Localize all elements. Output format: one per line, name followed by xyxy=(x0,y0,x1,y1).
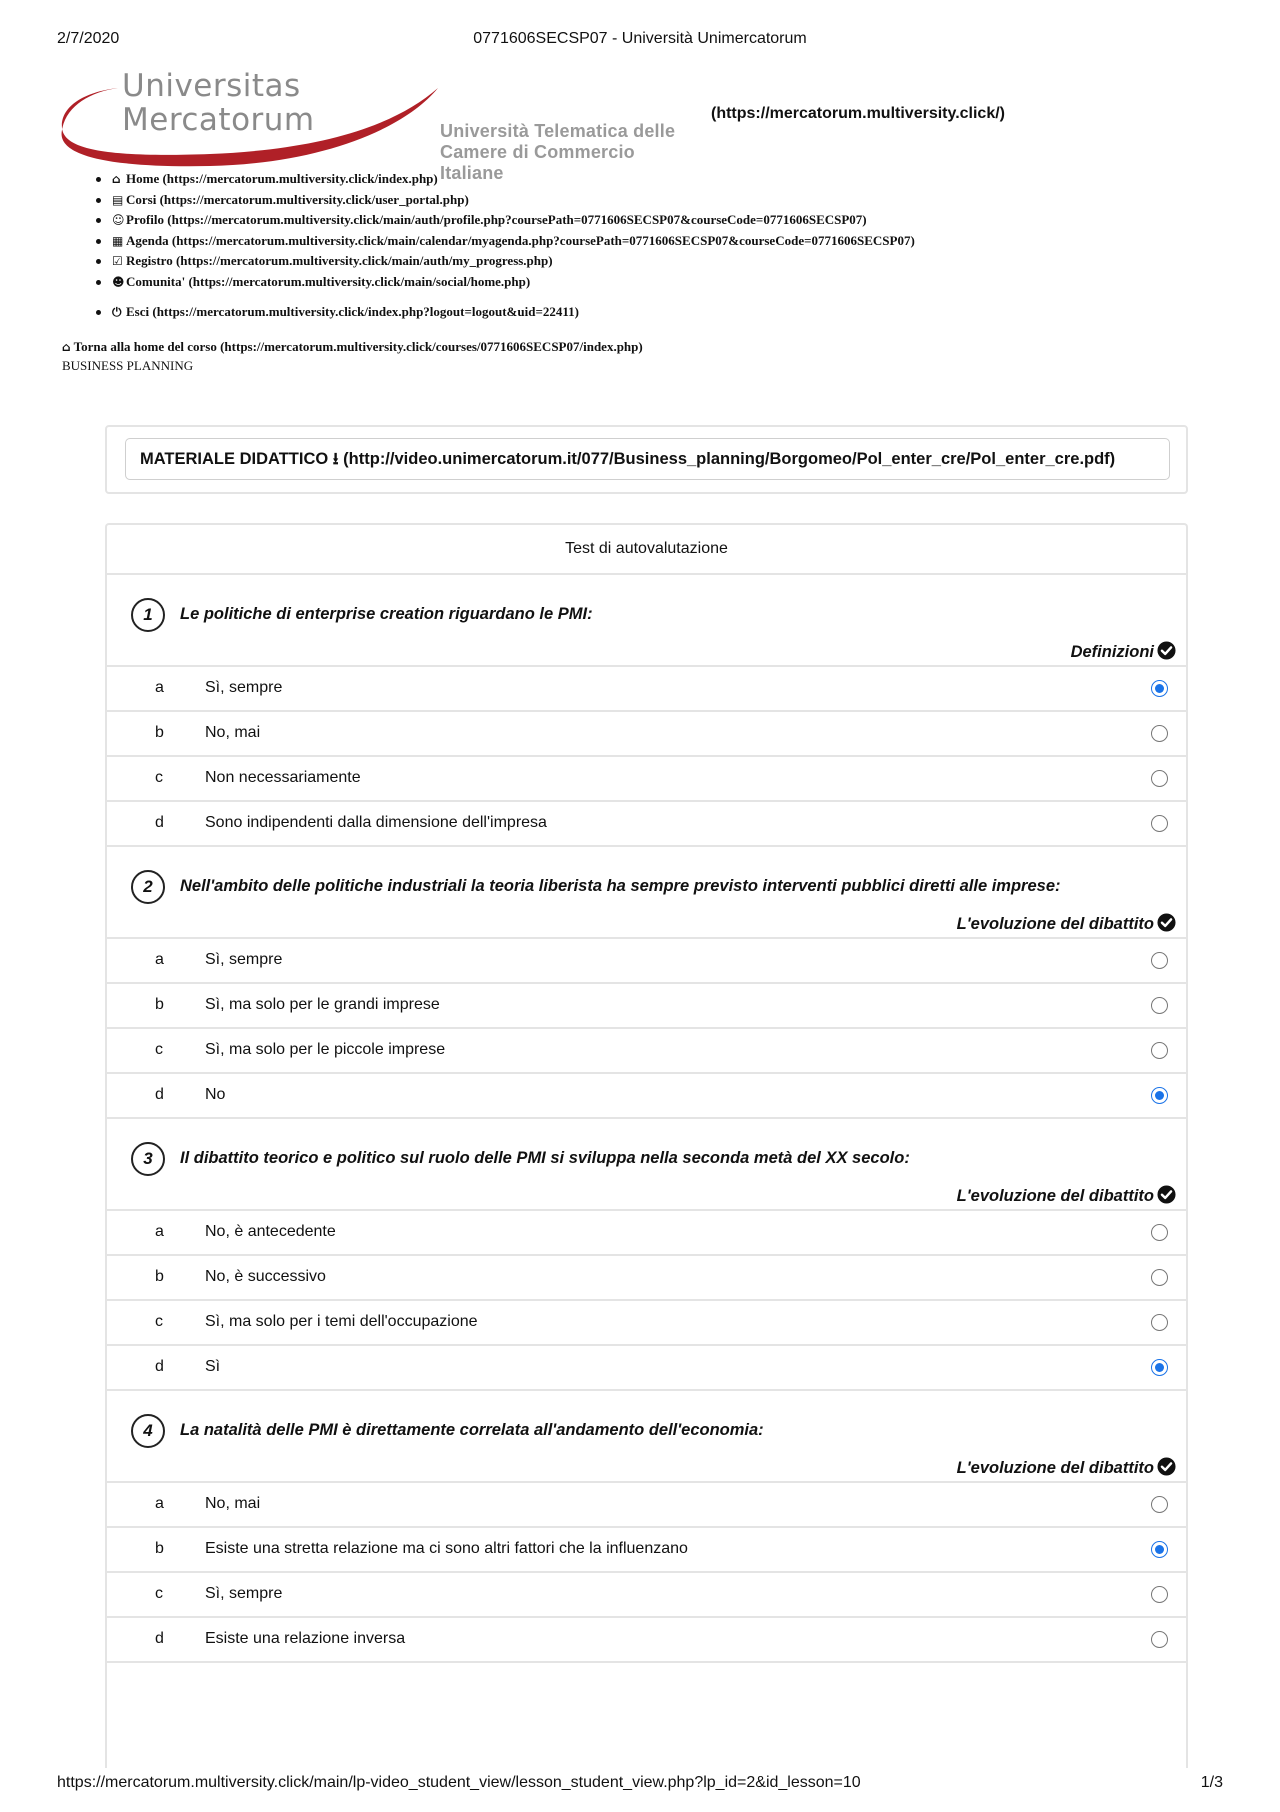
check-circle-icon xyxy=(1157,1457,1176,1476)
answer-option[interactable] xyxy=(107,667,1186,712)
self-assessment-panel xyxy=(105,523,1188,1768)
option-radio[interactable] xyxy=(1151,997,1168,1014)
question-header xyxy=(107,1391,1186,1483)
option-radio[interactable] xyxy=(1151,1359,1168,1376)
question-text: La natalità delle PMI è direttamente correlata all'andamento dell'economia: xyxy=(180,1421,764,1439)
option-text: No xyxy=(205,1086,226,1103)
option-letter: d xyxy=(155,1358,164,1375)
option-letter: d xyxy=(155,814,164,831)
logo-text-mercatorum: Mercatorum xyxy=(122,102,315,138)
option-radio[interactable] xyxy=(1151,680,1168,697)
logo-text-universitas: Universitas xyxy=(122,68,301,104)
print-title: 0771606SECSP07 - Università Unimercatorum xyxy=(473,30,807,47)
nav-item-home[interactable] xyxy=(62,170,915,191)
option-radio[interactable] xyxy=(1151,770,1168,787)
download-icon: ⭳ xyxy=(332,450,339,468)
question-number: 1 xyxy=(131,598,165,632)
question-block xyxy=(107,847,1186,1119)
print-date: 2/7/2020 xyxy=(57,30,120,47)
home-icon: ⌂ xyxy=(62,340,71,354)
list-bullet xyxy=(96,218,101,223)
material-url: (http://video.unimercatorum.it/077/Business_planning/Borgomeo/Pol_enter_cre/Pol_enter_cre.pdf) xyxy=(343,450,1116,468)
option-radio[interactable] xyxy=(1151,1314,1168,1331)
nav-label: Profilo (https://mercatorum.multiversity.click/main/auth/profile.php?coursePath=0771606SECSP07&courseCode=0771606SECSP07) xyxy=(126,212,867,227)
nav-item-logout[interactable] xyxy=(62,303,915,324)
material-download-button[interactable] xyxy=(125,438,1170,480)
question-header xyxy=(107,1119,1186,1211)
option-text: Non necessariamente xyxy=(205,769,361,786)
option-letter: c xyxy=(155,769,163,786)
calendar-icon: ▦ xyxy=(112,233,124,248)
option-letter: d xyxy=(155,1630,164,1647)
nav-item-registro[interactable] xyxy=(62,252,915,273)
topic-label: Definizioni xyxy=(1070,643,1154,661)
nav-item-agenda[interactable] xyxy=(62,232,915,253)
option-text: Esiste una stretta relazione ma ci sono altri fattori che la influenzano xyxy=(205,1540,688,1557)
option-letter: b xyxy=(155,1268,164,1285)
option-text: Sì, sempre xyxy=(205,1585,283,1602)
user-icon: ☺ xyxy=(112,213,125,227)
list-bullet xyxy=(96,310,101,315)
option-radio[interactable] xyxy=(1151,1224,1168,1241)
question-header xyxy=(107,575,1186,667)
option-text: No, mai xyxy=(205,724,261,741)
list-bullet xyxy=(96,280,101,285)
option-letter: a xyxy=(155,679,164,696)
check-circle-icon xyxy=(1157,913,1176,932)
topic-label: L'evoluzione del dibattito xyxy=(956,1459,1154,1477)
answer-option[interactable] xyxy=(107,1618,1186,1663)
home-icon: ⌂ xyxy=(112,172,121,186)
list-bullet xyxy=(96,198,101,203)
option-text: Sì, sempre xyxy=(205,679,283,696)
nav-label: Registro (https://mercatorum.multiversity.click/main/auth/my_progress.php) xyxy=(126,253,553,268)
answer-option[interactable] xyxy=(107,1256,1186,1301)
nav-label: Agenda (https://mercatorum.multiversity.click/main/calendar/myagenda.php?coursePath=0771606SECSP07&courseCode=0771606SECSP07) xyxy=(126,232,915,248)
option-radio[interactable] xyxy=(1151,1269,1168,1286)
option-radio[interactable] xyxy=(1151,1496,1168,1513)
option-radio[interactable] xyxy=(1151,1541,1168,1558)
option-text: No, è successivo xyxy=(205,1268,326,1285)
nav-item-profilo[interactable] xyxy=(62,211,915,232)
back-to-course-link[interactable] xyxy=(62,339,643,355)
nav-item-comunita[interactable] xyxy=(62,273,915,294)
answer-option[interactable] xyxy=(107,757,1186,802)
print-header xyxy=(57,30,1223,54)
topic-label: L'evoluzione del dibattito xyxy=(956,915,1154,933)
option-radio[interactable] xyxy=(1151,815,1168,832)
site-home-link[interactable]: (https://mercatorum.multiversity.click/) xyxy=(711,105,1005,122)
answer-option[interactable] xyxy=(107,802,1186,847)
option-radio[interactable] xyxy=(1151,952,1168,969)
question-text: Il dibattito teorico e politico sul ruolo delle PMI si sviluppa nella seconda metà del XX secolo: xyxy=(180,1149,910,1167)
option-radio[interactable] xyxy=(1151,1586,1168,1603)
option-text: Sono indipendenti dalla dimensione dell'impresa xyxy=(205,814,547,831)
list-bullet xyxy=(96,259,101,264)
option-radio[interactable] xyxy=(1151,1631,1168,1648)
logo-subtitle-2: Camere di Commercio Italiane xyxy=(440,142,635,183)
question-text: Nell'ambito delle politiche industriali la teoria liberista ha sempre previsto interventi pubblici diretti alle imprese: xyxy=(180,877,1061,895)
print-footer xyxy=(57,1774,1223,1798)
answer-option[interactable] xyxy=(107,984,1186,1029)
option-radio[interactable] xyxy=(1151,725,1168,742)
nav-label: Corsi (https://mercatorum.multiversity.click/user_portal.php) xyxy=(126,191,469,207)
option-letter: c xyxy=(155,1041,163,1058)
question-topic xyxy=(957,1185,1176,1206)
option-text: Sì, ma solo per le piccole imprese xyxy=(205,1041,446,1058)
question-topic xyxy=(1071,641,1176,662)
logo-subtitle-1: Università Telematica delle xyxy=(440,121,676,141)
answer-option[interactable] xyxy=(107,1346,1186,1391)
option-text: No, è antecedente xyxy=(205,1223,336,1240)
nav-item-corsi[interactable] xyxy=(62,191,915,212)
material-label: MATERIALE DIDATTICO xyxy=(140,450,329,468)
users-icon: ☻ xyxy=(112,274,125,289)
check-circle-icon xyxy=(1157,641,1176,660)
option-radio[interactable] xyxy=(1151,1042,1168,1059)
nav-label: Home (https://mercatorum.multiversity.click/index.php) xyxy=(126,171,438,186)
option-letter: b xyxy=(155,996,164,1013)
answer-option[interactable] xyxy=(107,712,1186,757)
question-number: 2 xyxy=(131,870,165,904)
book-icon: ▤ xyxy=(112,192,124,207)
option-letter: c xyxy=(155,1585,163,1602)
page-number: 1/3 xyxy=(1200,1774,1223,1791)
answer-option[interactable] xyxy=(107,1301,1186,1346)
question-number: 4 xyxy=(131,1414,165,1448)
print-footer-url: https://mercatorum.multiversity.click/main/lp-video_student_view/lesson_student_view.php?lp_id=2&id_lesson=10 xyxy=(57,1774,861,1791)
option-letter: d xyxy=(155,1086,164,1103)
option-letter: c xyxy=(155,1313,163,1330)
check-circle-icon xyxy=(1157,1185,1176,1204)
option-text: Sì, ma solo per le grandi imprese xyxy=(205,996,440,1013)
list-bullet xyxy=(96,239,101,244)
question-block xyxy=(107,1119,1186,1391)
question-header xyxy=(107,847,1186,939)
question-block xyxy=(107,1391,1186,1663)
list-bullet xyxy=(96,177,101,182)
course-title: BUSINESS PLANNING xyxy=(62,358,194,373)
option-text: Esiste una relazione inversa xyxy=(205,1630,406,1647)
option-letter: a xyxy=(155,951,164,968)
main-nav xyxy=(62,170,915,324)
topic-label: L'evoluzione del dibattito xyxy=(956,1187,1154,1205)
answer-option[interactable] xyxy=(107,1074,1186,1119)
test-title: Test di autovalutazione xyxy=(107,525,1186,575)
answer-option[interactable] xyxy=(107,1573,1186,1618)
question-list xyxy=(107,575,1186,1663)
answer-option[interactable] xyxy=(107,1211,1186,1256)
option-letter: b xyxy=(155,1540,164,1557)
option-letter: a xyxy=(155,1495,164,1512)
option-radio[interactable] xyxy=(1151,1087,1168,1104)
answer-option[interactable] xyxy=(107,1528,1186,1573)
back-link-label: Torna alla home del corso (https://mercatorum.multiversity.click/courses/0771606SECSP07/index.php) xyxy=(73,339,643,354)
option-letter: b xyxy=(155,724,164,741)
option-text: Sì, sempre xyxy=(205,951,283,968)
answer-option[interactable] xyxy=(107,939,1186,984)
answer-option[interactable] xyxy=(107,1029,1186,1074)
question-block xyxy=(107,575,1186,847)
nav-label: Esci (https://mercatorum.multiversity.click/index.php?logout=logout&uid=22411) xyxy=(126,304,579,319)
power-icon: ⏻ xyxy=(112,305,122,319)
checkbox-icon: ☑ xyxy=(112,254,123,268)
material-panel xyxy=(105,425,1188,494)
option-text: Sì xyxy=(205,1358,221,1375)
option-letter: a xyxy=(155,1223,164,1240)
option-text: Sì, ma solo per i temi dell'occupazione xyxy=(205,1313,478,1330)
answer-option[interactable] xyxy=(107,1483,1186,1528)
question-number: 3 xyxy=(131,1142,165,1176)
question-text: Le politiche di enterprise creation riguardano le PMI: xyxy=(180,605,593,623)
question-topic xyxy=(957,1457,1176,1478)
option-text: No, mai xyxy=(205,1495,261,1512)
nav-label: Comunita' (https://mercatorum.multiversity.click/main/social/home.php) xyxy=(126,273,531,289)
question-topic xyxy=(957,913,1176,934)
